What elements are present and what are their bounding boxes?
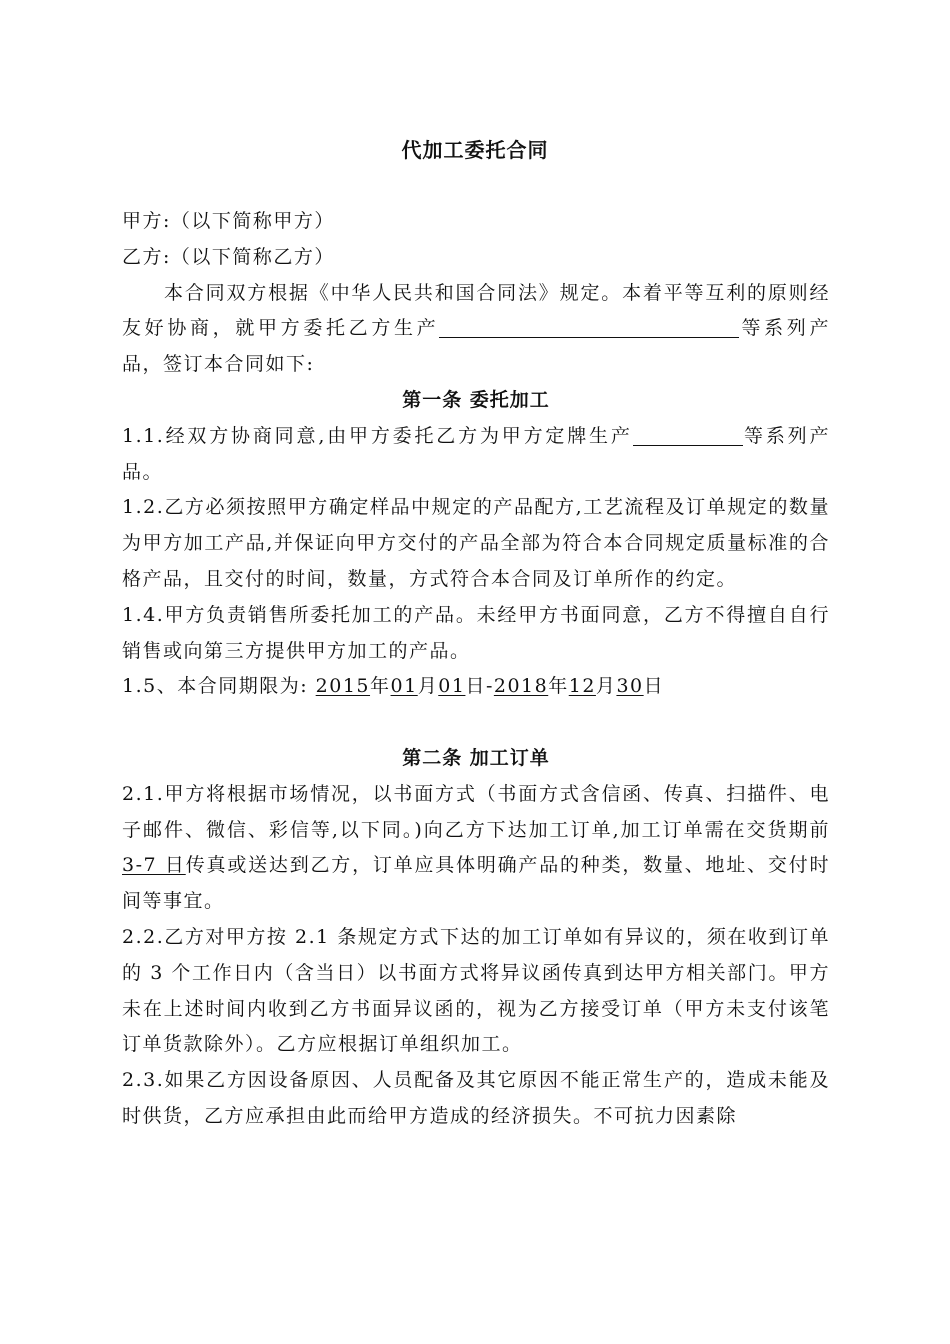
term-prefix: 1.5、本合同期限为:	[122, 675, 309, 698]
clause-1-5	[122, 669, 830, 705]
preamble	[122, 276, 830, 383]
clause-2-1-text-b: 传真或送达到乙方，订单应具体明确产品的种类，数量、地址、交付时间等事宜。	[122, 854, 830, 913]
day-label-1: 日-	[465, 675, 494, 698]
clause-1-1	[122, 419, 830, 491]
start-month: 01	[390, 675, 418, 698]
day-label-2: 日	[643, 675, 665, 698]
clause-1-1-text-b: 等系列产品。	[122, 424, 830, 483]
end-year: 2018	[493, 675, 549, 698]
clause-2-1-text-a: 2.1.甲方将根据市场情况，以书面方式（书面方式含信函、传真、扫描件、电子邮件、微信、彩信等,以下同。)向乙方下达加工订单,加工订单需在交货期前	[122, 782, 830, 841]
month-label-1: 月	[417, 675, 439, 698]
start-day: 01	[438, 675, 466, 698]
party-a-line: 甲方:（以下简称甲方）	[122, 210, 335, 232]
article-1-heading: 第一条 委托加工	[402, 388, 550, 411]
delivery-days: 3-7 日	[122, 854, 186, 877]
clause-1-2: 1.2.乙方必须按照甲方确定样品中规定的产品配方,工艺流程及订单规定的数量为甲方加工产品,并保证向甲方交付的产品全部为符合本合同规定质量标准的合格产品，且交付的时间，数量，方式符合本合同及订单所作的约定。	[122, 496, 830, 590]
product-blank-field[interactable]	[439, 315, 739, 338]
preamble-text-2: 等系列产品，签订本合同如下:	[122, 317, 830, 376]
section-spacer	[122, 705, 830, 741]
document-body	[122, 204, 830, 1135]
document-title: 代加工委托合同	[401, 138, 549, 162]
clause-2-2: 2.2.乙方对甲方按 2.1 条规定方式下达的加工订单如有异议的，须在收到订单的 3 个工作日内（含当日）以书面方式将异议函传真到达甲方相关部门。甲方未在上述时间内收到乙方书面异议函的，视为乙方接受订单（甲方未支付该笔订单货款除外）。乙方应根据订单组织加工。	[122, 925, 830, 1056]
year-label-1: 年	[370, 675, 391, 698]
month-label-2: 月	[595, 675, 617, 698]
clause-2-1	[122, 777, 830, 920]
clause-1-4: 1.4.甲方负责销售所委托加工的产品。未经甲方书面同意，乙方不得擅自自行销售或向第三方提供甲方加工的产品。	[122, 603, 830, 662]
start-year: 2015	[315, 675, 371, 698]
preamble-text-1: 本合同双方根据《中华人民共和国合同法》规定。本着平等互利的原则经友好协商，就甲方委托乙方生产	[122, 281, 830, 340]
end-month: 12	[568, 675, 596, 698]
end-day: 30	[616, 675, 644, 698]
clause-1-1-text-a: 1.1.经双方协商同意,由甲方委托乙方为甲方定牌生产	[122, 424, 633, 447]
clause-2-3: 2.3.如果乙方因设备原因、人员配备及其它原因不能正常生产的，造成未能及时供货，乙方应承担由此而给甲方造成的经济损失。不可抗力因素除	[122, 1069, 830, 1127]
year-label-2: 年	[548, 675, 569, 698]
article-2-heading: 第二条 加工订单	[402, 746, 550, 769]
brand-product-blank-field[interactable]	[633, 423, 743, 446]
party-b-line: 乙方:（以下简称乙方）	[122, 245, 335, 268]
